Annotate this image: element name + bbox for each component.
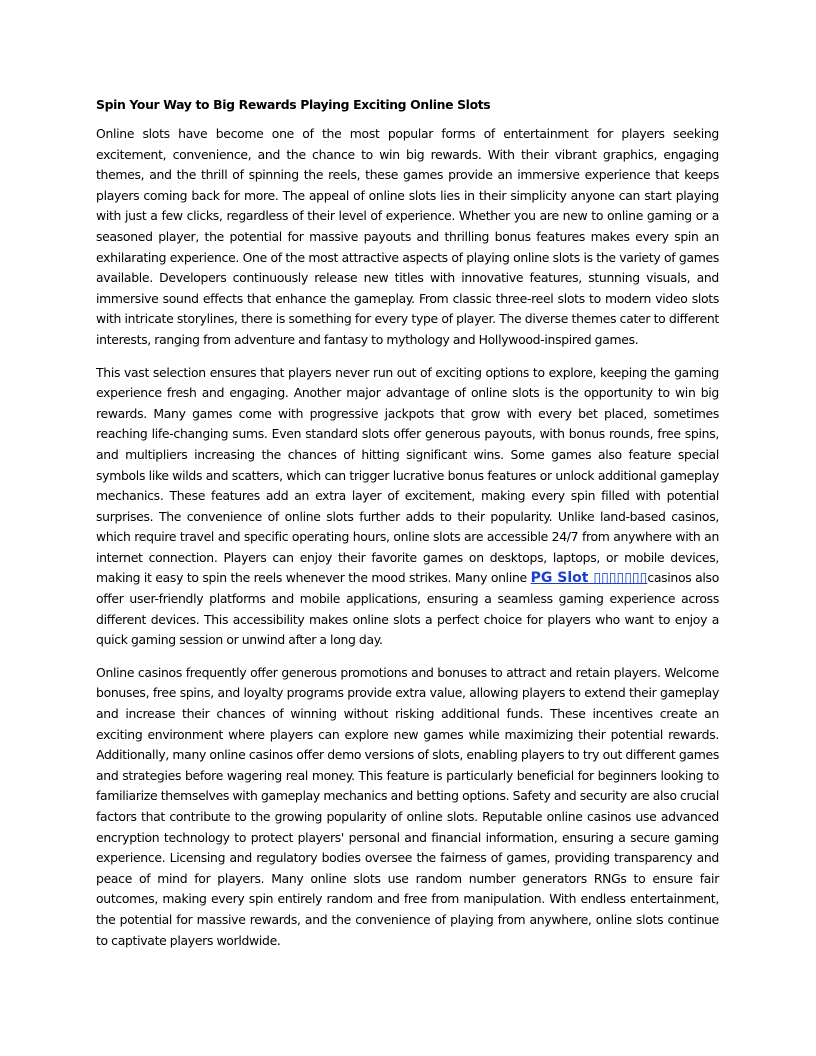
paragraph-1: Online slots have become one of the most popular forms of entertainment for players seeking excitement, convenience, and the chance to win big rewards. With their vibrant graphics, engaging themes, and the thrill of spinning the reels, these games provide an immersive experience that keeps players coming back for more. The appeal of online slots lies in their simplicity anyone can start playing with just a few clicks, regardless of their level of experience. Whether you are new to online gaming or a seasoned player, the potential for massive payouts and thrilling bonus features makes every spin an exhilarating experience. One of the most attractive aspects of playing online slots is the variety of games available. Developers continuously release new titles with innovative features, stunning visuals, and immersive sound effects that enhance the gameplay. From classic three-reel slots to modern video slots with intricate storylines, there is something for every type of player. The diverse themes cater to different interests, ranging from adventure and fantasy to mythology and Hollywood-inspired games.	[96, 126, 719, 347]
paragraph-2-text-before-link: This vast selection ensures that players never run out of exciting options to explore, keeping the gaming experience fresh and engaging. Another major advantage of online slots is the opportunity to win big rewards. Many games come with progressive jackpots that grow with every bet placed, sometimes reaching life-changing sums. Even standard slots offer generous payouts, with bonus rounds, free spins, and multipliers increasing the chances of hitting significant wins. Some games also feature special symbols like wilds and scatters, which can trigger lucrative bonus features or unlock additional gameplay mechanics. These features add an extra layer of excitement, making every spin filled with potential surprises. The convenience of online slots further adds to their popularity. Unlike land-based casinos, which require travel and specific operating hours, online slots are accessible 24/7 from anywhere with an internet connection. Players can enjoy their favorite games on desktops, laptops, or mobile devices, making it easy to spin the reels whenever the mood strikes. Many online	[96, 364, 719, 586]
document-page	[96, 96, 719, 963]
paragraph-2-text-after-link: casinos also offer user-friendly platforms and mobile applications, ensuring a seamless gaming experience across different devices. This accessibility makes online slots a perfect choice for players who want to enjoy a quick gaming session or unwind after a long day.	[96, 570, 719, 648]
pg-slot-link[interactable]: PG Slot ▯▯▯▯▯▯▯	[530, 570, 648, 587]
document-title: Spin Your Way to Big Rewards Playing Exciting Online Slots	[96, 97, 491, 112]
paragraph-3: Online casinos frequently offer generous promotions and bonuses to attract and retain players. Welcome bonuses, free spins, and loyalty programs provide extra value, allowing players to extend their gameplay and increase their chances of winning without risking additional funds. These incentives create an exciting environment where players can explore new games while maximizing their potential rewards. Additionally, many online casinos offer demo versions of slots, enabling players to try out different games and strategies before wagering real money. This feature is particularly beneficial for beginners looking to familiarize themselves with gameplay mechanics and betting options. Safety and security are also crucial factors that contribute to the growing popularity of online slots. Reputable online casinos use advanced encryption technology to protect players' personal and financial information, ensuring a secure gaming experience. Licensing and regulatory bodies oversee the fairness of games, providing transparency and peace of mind for players. Many online slots use random number generators RNGs to ensure fair outcomes, making every spin entirely random and free from manipulation. With endless entertainment, the potential for massive rewards, and the convenience of playing from anywhere, online slots continue to captivate players worldwide.	[96, 664, 719, 948]
paragraph-2	[96, 363, 719, 651]
